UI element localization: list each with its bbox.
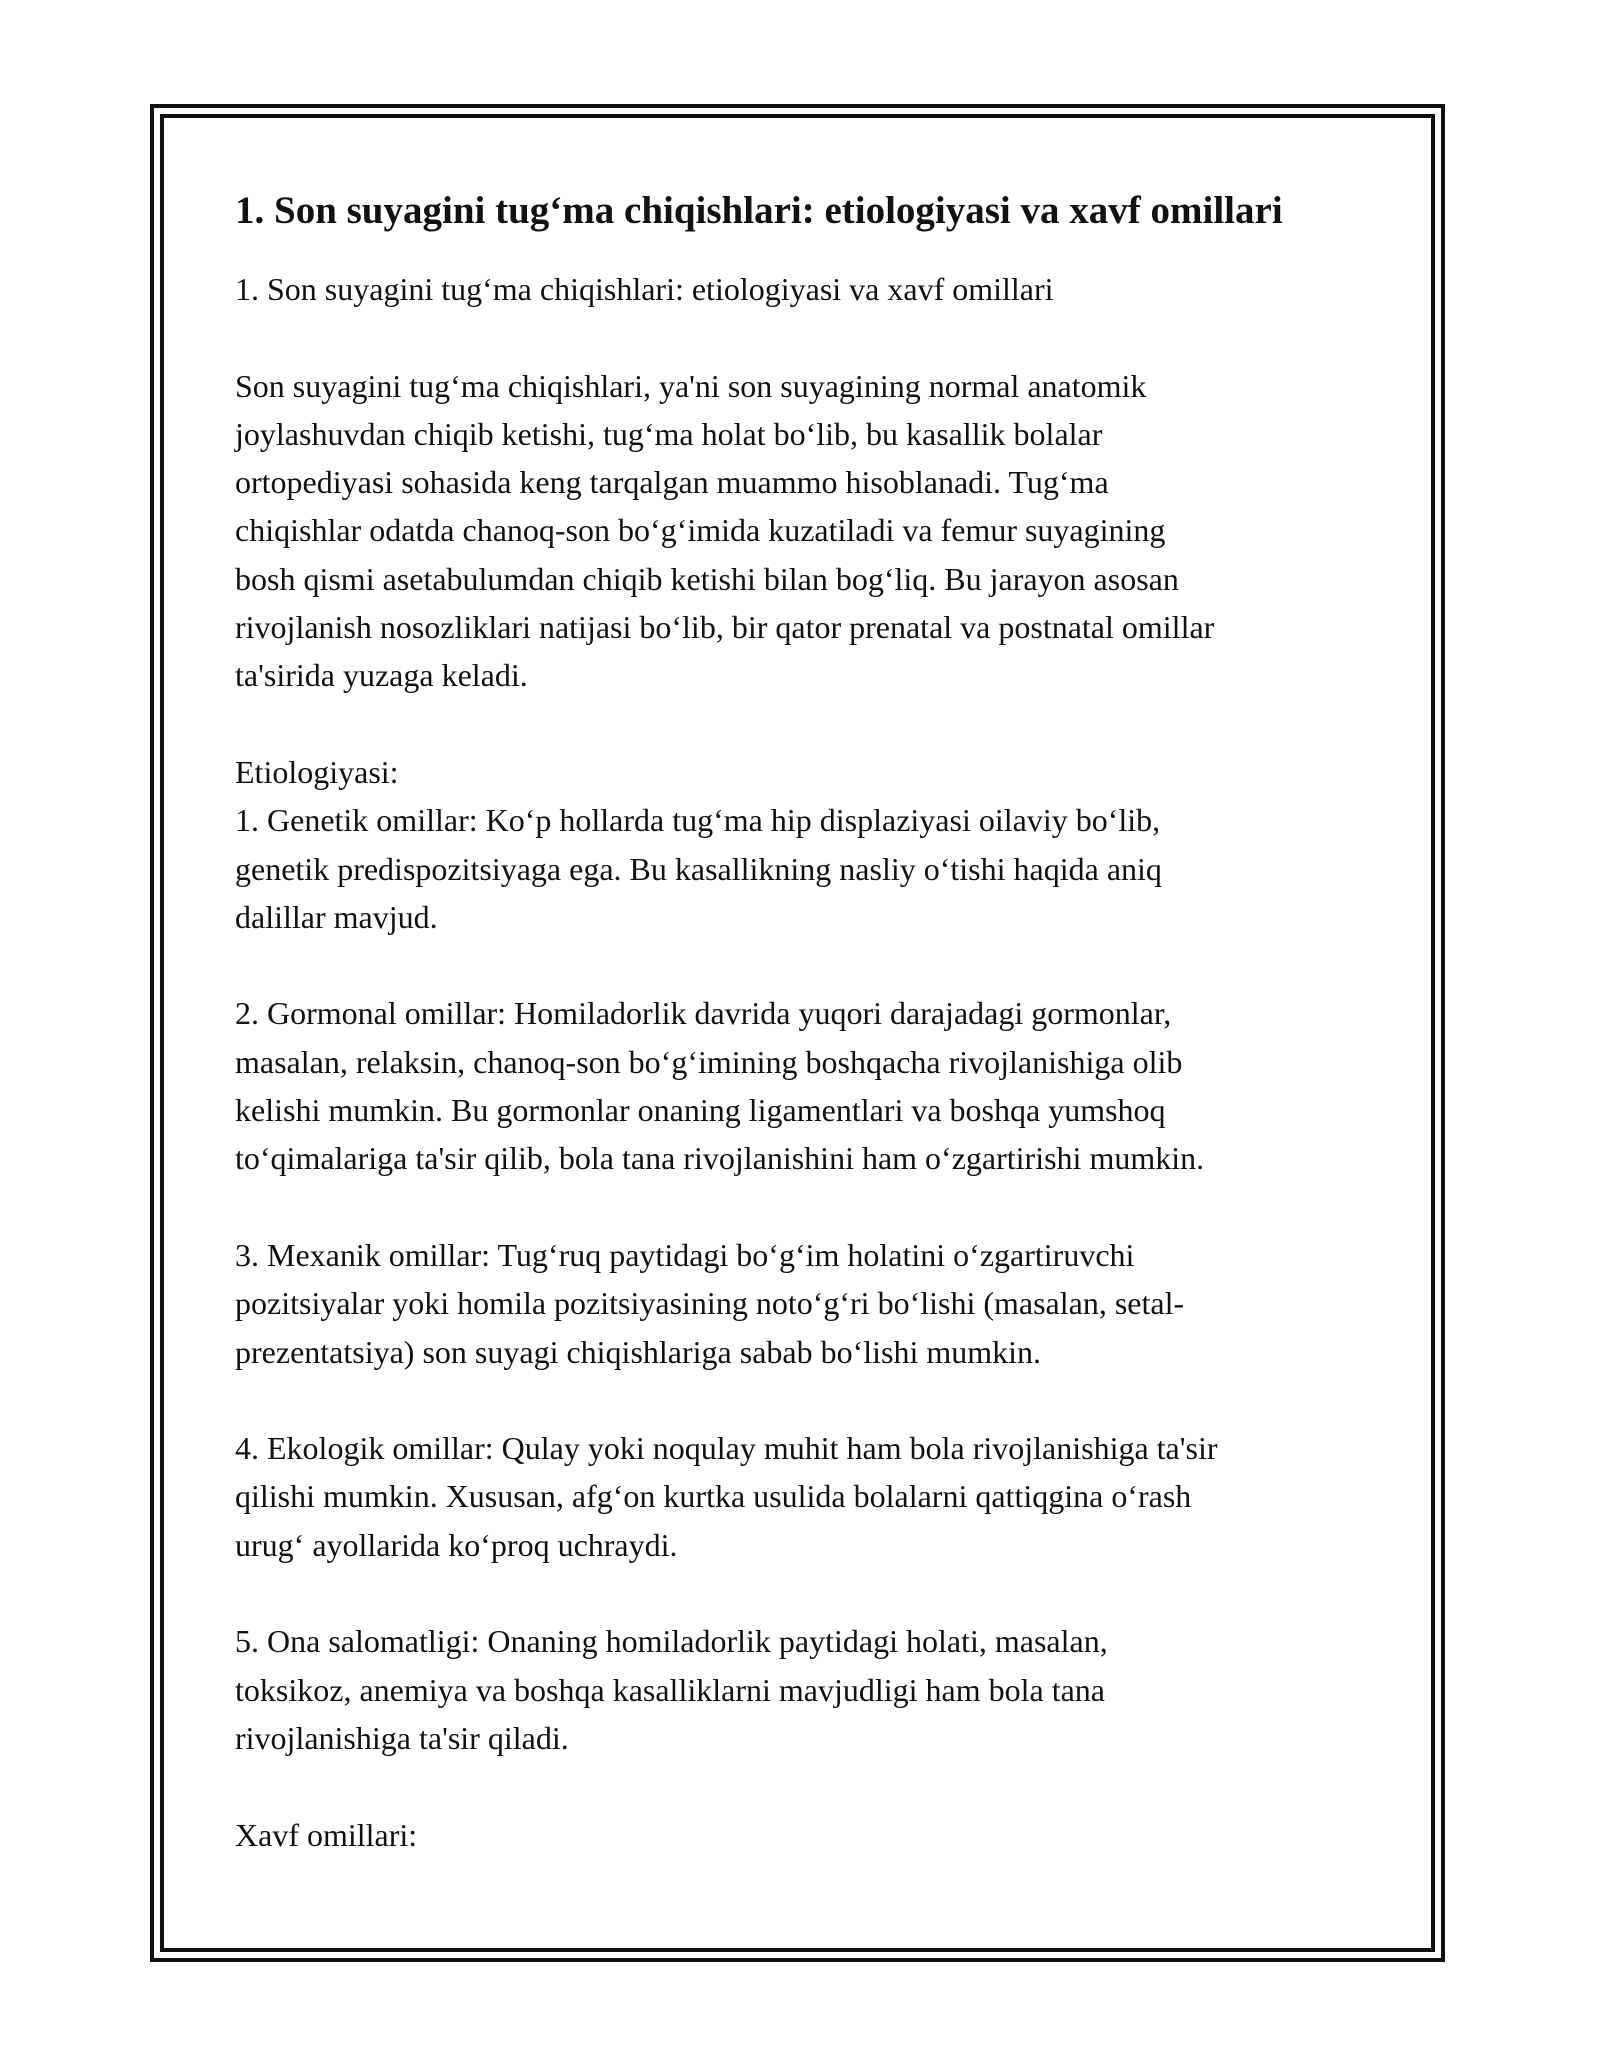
factor-line: urug‘ ayollarida ko‘proq uchraydi.	[235, 1526, 678, 1563]
intro-line: ta'sirida yuzaga keladi.	[235, 657, 528, 694]
intro-line: joylashuvdan chiqib ketishi, tug‘ma holat bo‘lib, bu kasallik bolalar	[235, 415, 1103, 452]
factor-line: pozitsiyalar yoki homila pozitsiyasining noto‘g‘ri bo‘lishi (masalan, setal-	[235, 1285, 1185, 1322]
factor-line: genetik predispozitsiyaga ega. Bu kasallikning nasliy o‘tishi haqida aniq	[235, 850, 1162, 887]
factor-line: to‘qimalariga ta'sir qilib, bola tana rivojlanishini ham o‘zgartirishi mumkin.	[235, 1140, 1205, 1177]
intro-paragraph	[235, 362, 1380, 700]
factor-maternal-health	[235, 1617, 1380, 1762]
factor-line: masalan, relaksin, chanoq-son bo‘g‘imining boshqacha rivojlanishiga olib	[235, 1043, 1183, 1080]
risk-label-text: Xavf omillari:	[235, 1816, 418, 1853]
intro-line: chiqishlar odatda chanoq-son bo‘g‘imida kuzatiladi va femur suyagining	[235, 512, 1166, 549]
intro-line: bosh qismi asetabulumdan chiqib ketishi bilan bog‘liq. Bu jarayon asosan	[235, 560, 1179, 597]
subheading-line: 1. Son suyagini tug‘ma chiqishlari: etiologiyasi va xavf omillari	[235, 271, 1054, 307]
intro-line: ortopediyasi sohasida keng tarqalgan muammo hisoblanadi. Tug‘ma	[235, 464, 1109, 501]
intro-line: Son suyagini tug‘ma chiqishlari, ya'ni son suyagining normal anatomik	[235, 367, 1147, 404]
document-subheading	[235, 265, 1380, 313]
risk-factors-label	[235, 1811, 1380, 1859]
factor-line: 4. Ekologik omillar: Qulay yoki noqulay muhit ham bola rivojlanishiga ta'sir	[235, 1430, 1218, 1467]
factor-genetic	[235, 796, 1380, 941]
factor-line: prezentatsiya) son suyagi chiqishlariga sabab bo‘lishi mumkin.	[235, 1333, 1042, 1370]
document-body	[235, 185, 1380, 1859]
etiology-label	[235, 748, 1380, 796]
factor-line: qilishi mumkin. Xususan, afg‘on kurtka usulida bolalarni qattiqgina o‘rash	[235, 1478, 1192, 1515]
factor-line: toksikoz, anemiya va boshqa kasalliklarni mavjudligi ham bola tana	[235, 1671, 1105, 1708]
factor-hormonal	[235, 989, 1380, 1182]
factor-mechanical	[235, 1231, 1380, 1376]
document-heading: 1. Son suyagini tug‘ma chiqishlari: etiologiyasi va xavf omillari	[235, 189, 1283, 232]
factor-line: 3. Mexanik omillar: Tug‘ruq paytidagi bo‘g‘im holatini o‘zgartiruvchi	[235, 1236, 1135, 1273]
factor-line: 1. Genetik omillar: Ko‘p hollarda tug‘ma hip displaziyasi oilaviy bo‘lib,	[235, 802, 1161, 839]
intro-line: rivojlanish nosozliklari natijasi bo‘lib, bir qator prenatal va postnatal omillar	[235, 609, 1215, 646]
factor-line: kelishi mumkin. Bu gormonlar onaning ligamentlari va boshqa yumshoq	[235, 1092, 1166, 1129]
factor-line: rivojlanishiga ta'sir qiladi.	[235, 1719, 569, 1756]
factor-line: 5. Ona salomatligi: Onaning homiladorlik paytidagi holati, masalan,	[235, 1623, 1108, 1660]
factor-line: 2. Gormonal omillar: Homiladorlik davrida yuqori darajadagi gormonlar,	[235, 995, 1172, 1032]
factor-line: dalillar mavjud.	[235, 898, 438, 935]
etiology-label-text: Etiologiyasi:	[235, 753, 399, 790]
factor-ecological	[235, 1424, 1380, 1569]
